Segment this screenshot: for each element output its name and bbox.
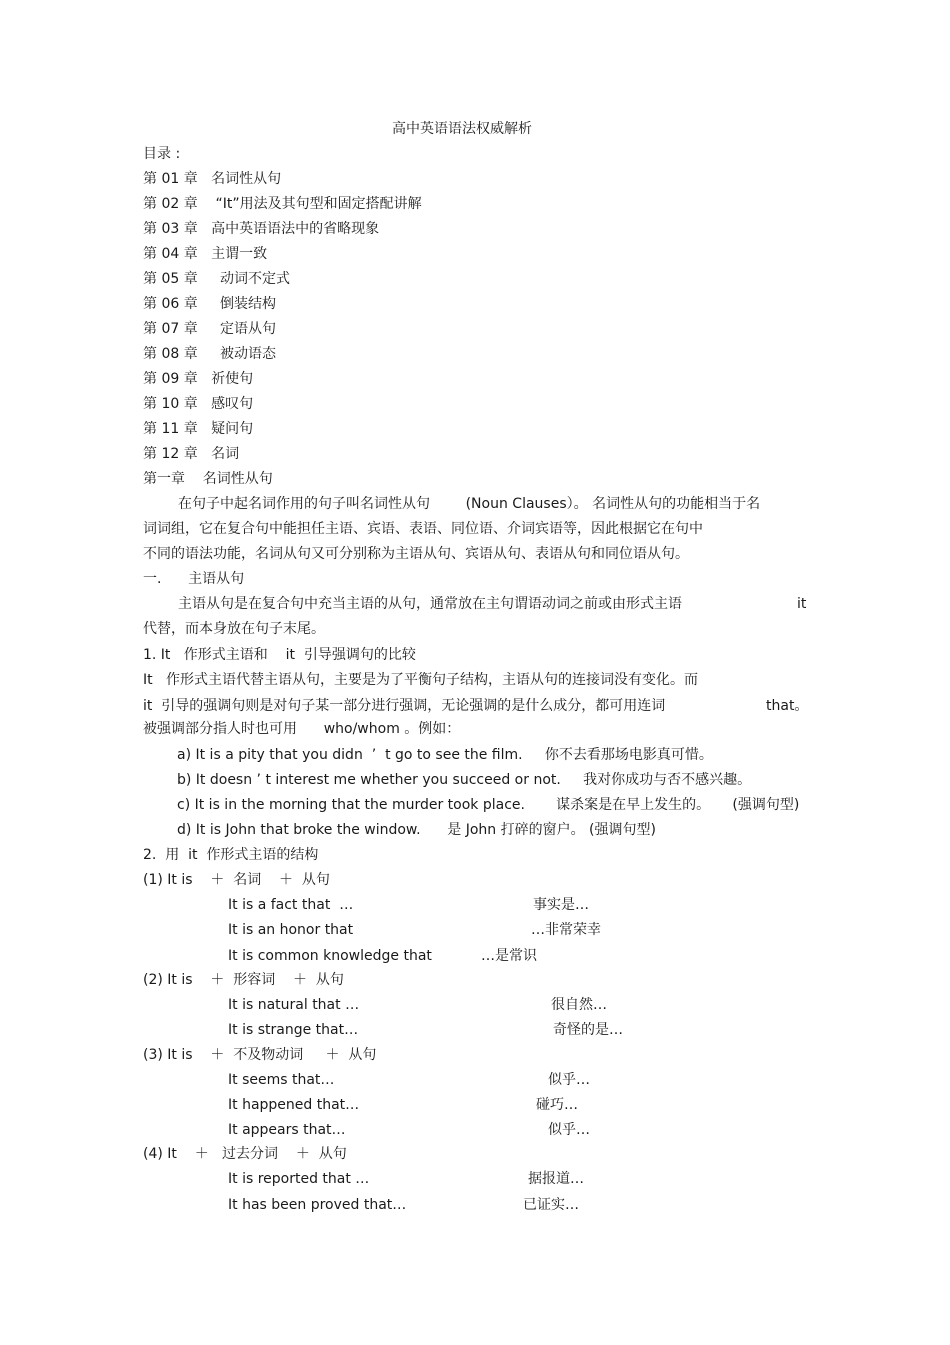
- intro-line: 在句子中起名词作用的句子叫名词性从句 (Noun Clauses）。 名词性从句的功能相当于名: [178, 496, 761, 512]
- section-text-line: 代替，而本身放在句子末尾。: [143, 621, 325, 637]
- pattern-example-en: It has been proved that…: [228, 1197, 407, 1213]
- document-title: 高中英语语法权威解析: [392, 121, 532, 137]
- section-text-line: 主语从句是在复合句中充当主语的从句，通常放在主句谓语动词之前或由形式主语: [178, 596, 682, 612]
- pattern-example-zh: 似乎…: [548, 1122, 590, 1138]
- pattern-example-en: It happened that…: [228, 1097, 360, 1113]
- toc-item: 第 01 章 名词性从句: [143, 171, 282, 187]
- pattern-example-zh: 似乎…: [548, 1072, 590, 1088]
- subsection-text-that: that。: [766, 698, 809, 714]
- toc-item: 第 07 章 定语从句: [143, 321, 276, 337]
- toc-item: 第 02 章 “It”用法及其句型和固定搭配讲解: [143, 196, 422, 212]
- subsection-heading: 1. It 作形式主语和 it 引导强调句的比较: [143, 647, 416, 663]
- example-line: b) It doesn ’ t interest me whether you succeed or not. 我对你成功与否不感兴趣。: [177, 772, 752, 788]
- toc-item: 第 03 章 高中英语语法中的省略现象: [143, 221, 380, 237]
- pattern-heading: (4) It ＋ 过去分词 ＋ 从句: [143, 1146, 347, 1162]
- toc-item: 第 12 章 名词: [143, 446, 240, 462]
- toc-item: 第 08 章 被动语态: [143, 346, 276, 362]
- section-heading: 一. 主语从句: [143, 571, 245, 587]
- subsection-text-line: 被强调部分指人时也可用 who/whom 。例如：: [143, 721, 461, 737]
- pattern-example-en: It is common knowledge that: [228, 948, 432, 964]
- pattern-example-en: It seems that…: [228, 1072, 335, 1088]
- toc-item: 第 09 章 祈使句: [143, 371, 254, 387]
- pattern-example-en: It is a fact that …: [228, 897, 354, 913]
- subsection-text-line: It 作形式主语代替主语从句，主要是为了平衡句子结构，主语从句的连接词没有变化。而: [143, 672, 698, 688]
- section-text-it: it: [797, 596, 807, 612]
- pattern-example-en: It is strange that…: [228, 1022, 359, 1038]
- example-line: d) It is John that broke the window. 是 John 打碎的窗户。 (强调句型): [177, 822, 656, 838]
- example-line: c) It is in the morning that the murder took place. 谋杀案是在早上发生的。 (强调句型): [177, 797, 800, 813]
- intro-line: 不同的语法功能，名词从句又可分别称为主语从句、宾语从句、表语从句和同位语从句。: [143, 546, 689, 562]
- pattern-example-en: It is natural that …: [228, 997, 360, 1013]
- pattern-example-en: It appears that…: [228, 1122, 346, 1138]
- pattern-example-en: It is an honor that: [228, 922, 354, 938]
- intro-line: 词词组，它在复合句中能担任主语、宾语、表语、同位语、介词宾语等，因此根据它在句中: [143, 521, 703, 537]
- toc-item: 第 05 章 动词不定式: [143, 271, 290, 287]
- pattern-example-zh: …非常荣幸: [531, 922, 601, 938]
- toc-item: 第 06 章 倒装结构: [143, 296, 276, 312]
- pattern-heading: (2) It is ＋ 形容词 ＋ 从句: [143, 972, 344, 988]
- pattern-example-zh: 碰巧…: [536, 1097, 578, 1113]
- pattern-example-zh: 事实是…: [533, 897, 589, 913]
- subsection-text-line: it 引导的强调句则是对句子某一部分进行强调，无论强调的是什么成分，都可用连词: [143, 698, 666, 714]
- pattern-example-zh: 奇怪的是…: [553, 1022, 623, 1038]
- example-line: a) It is a pity that you didn ’ t go to see the film. 你不去看那场电影真可惜。: [177, 747, 713, 763]
- pattern-example-zh: …是常识: [481, 948, 537, 964]
- toc-item: 第 04 章 主谓一致: [143, 246, 268, 262]
- pattern-example-zh: 很自然…: [551, 997, 607, 1013]
- toc-item: 第 11 章 疑问句: [143, 421, 254, 437]
- chapter-heading: 第一章 名词性从句: [143, 471, 273, 487]
- pattern-heading: (3) It is ＋ 不及物动词 ＋ 从句: [143, 1047, 377, 1063]
- toc-label: 目录 :: [143, 146, 181, 162]
- toc-item: 第 10 章 感叹句: [143, 396, 254, 412]
- pattern-example-zh: 已证实…: [523, 1197, 579, 1213]
- pattern-heading: (1) It is ＋ 名词 ＋ 从句: [143, 872, 330, 888]
- pattern-example-en: It is reported that …: [228, 1171, 370, 1187]
- pattern-example-zh: 据报道…: [528, 1171, 584, 1187]
- subsection-heading: 2. 用 it 作形式主语的结构: [143, 847, 319, 863]
